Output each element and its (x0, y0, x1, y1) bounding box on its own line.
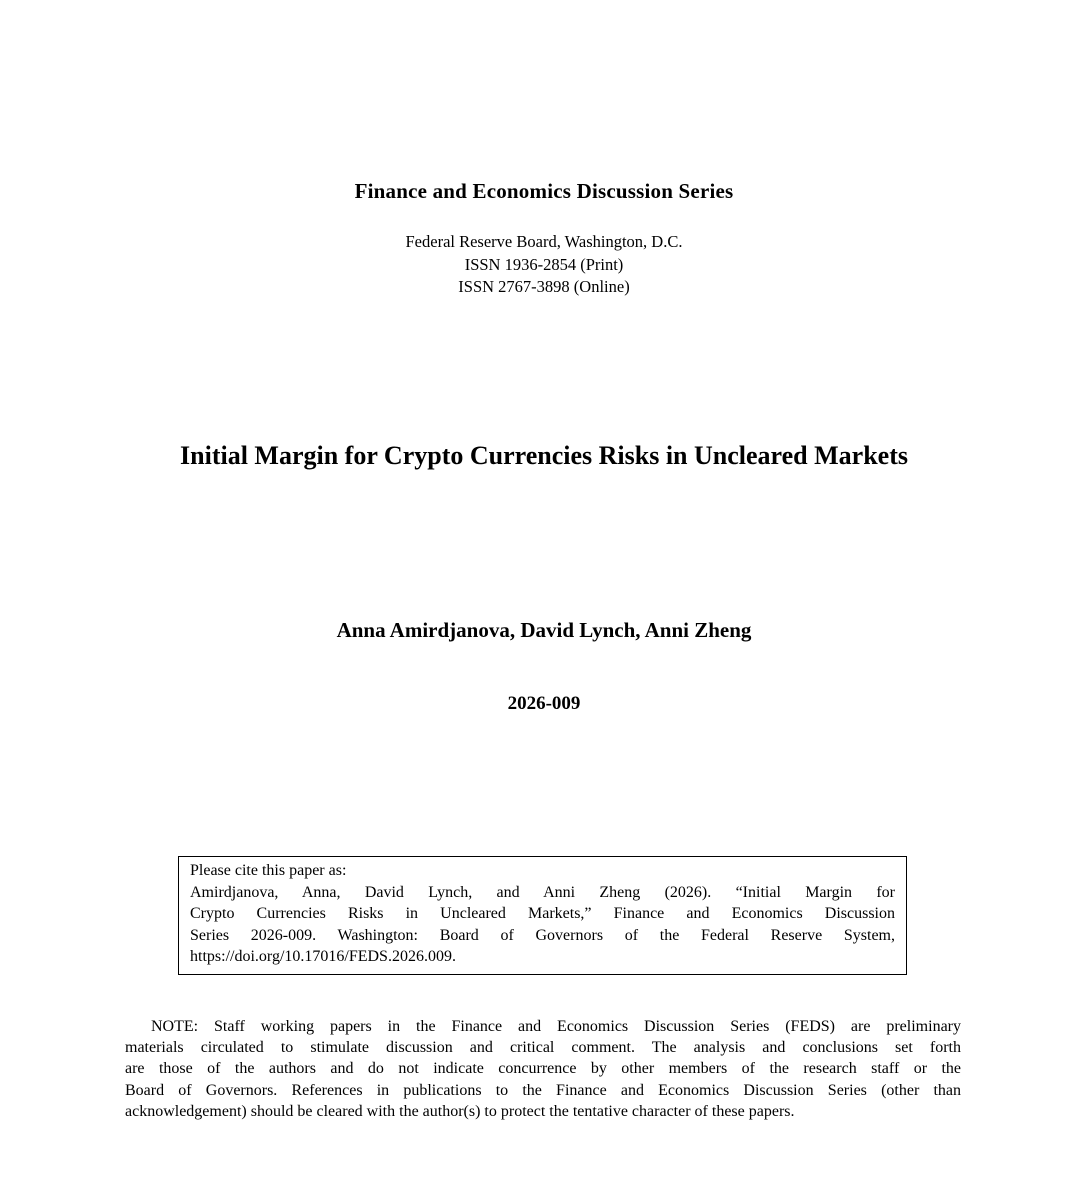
authors-line: Anna Amirdjanova, David Lynch, Anni Zheng (336, 618, 752, 642)
citation-doi-line: https://doi.org/10.17016/FEDS.2026.009. (190, 948, 456, 966)
citation-line: Amirdjanova, Anna, David Lynch, and Anni Zheng (2026). “Initial Margin for (190, 883, 895, 901)
note-line: acknowledgement) should be cleared with the author(s) to protect the tentative character of these papers. (125, 1102, 795, 1120)
citation-line: Please cite this paper as: (190, 862, 347, 879)
note-line: NOTE: Staff working papers in the Finance and Economics Discussion Series (FEDS) are preliminary (151, 1018, 961, 1035)
note-line: are those of the authors and do not indicate concurrence by other members of the research staff or the (125, 1060, 961, 1078)
series-title: Finance and Economics Discussion Series (354, 179, 734, 203)
citation-line: Crypto Currencies Risks in Uncleared Markets,” Finance and Economics Discussion (190, 905, 895, 923)
paper-number: 2026-009 (507, 693, 581, 714)
issn-online-line: ISSN 2767-3898 (Online) (458, 277, 630, 296)
citation-line: Series 2026-009. Washington: Board of Governors of the Federal Reserve System, (190, 926, 895, 944)
disclaimer-note (125, 1016, 961, 1122)
paper-title: Initial Margin for Crypto Currencies Risks in Uncleared Markets (180, 441, 908, 470)
citation-box (178, 856, 907, 975)
note-line: materials circulated to stimulate discussion and critical comment. The analysis and conclusions set forth (125, 1039, 961, 1057)
header-publisher-block (0, 231, 1088, 299)
note-line: Board of Governors. References in publications to the Finance and Economics Discussion Series (other than (125, 1081, 961, 1099)
institution-line: Federal Reserve Board, Washington, D.C. (405, 232, 683, 251)
issn-print-line: ISSN 1936-2854 (Print) (464, 254, 624, 274)
